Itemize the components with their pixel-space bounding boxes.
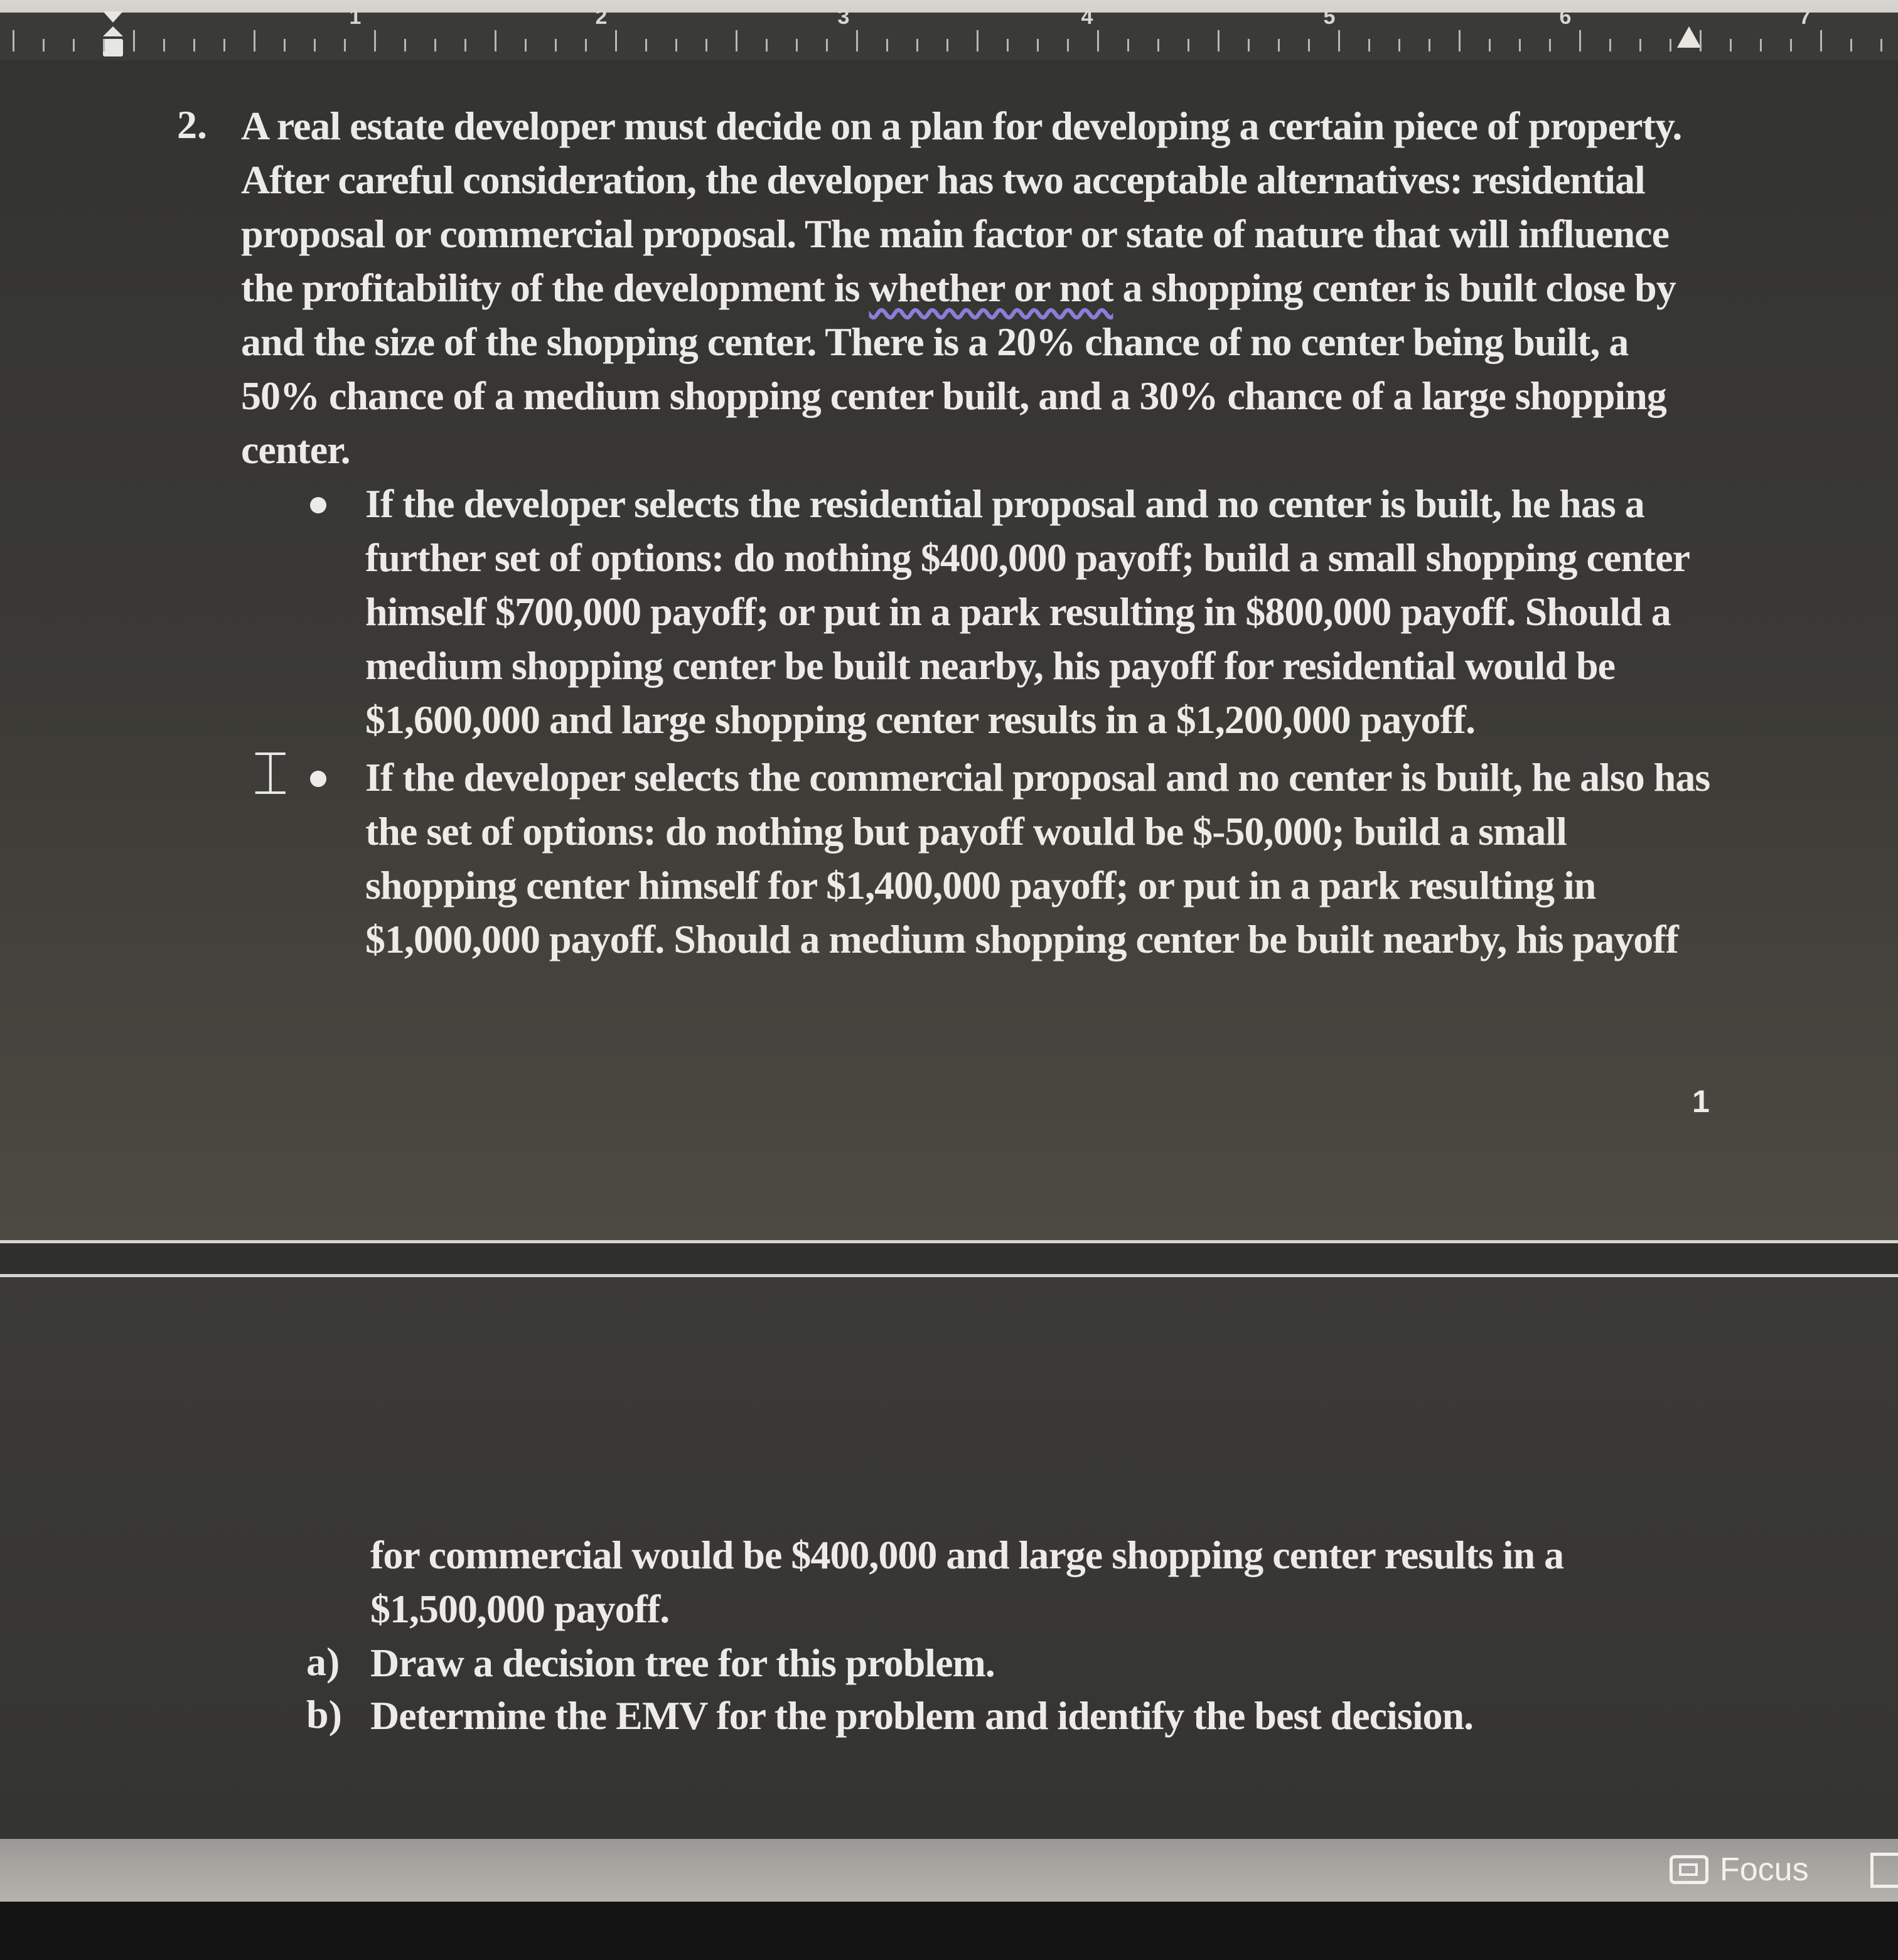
bullet-1-line-5: $1,600,000 and large shopping center results in a $1,200,000 payoff. xyxy=(365,697,1475,742)
bullet-1-line-3: himself $700,000 payoff; or put in a park resulting in $800,000 payoff. Should a xyxy=(365,589,1671,634)
ruler-tick xyxy=(1248,39,1250,51)
question-line-4: the profitability of the development is whether or not a shopping center is built close by xyxy=(241,265,1676,310)
ruler-tick xyxy=(525,39,527,51)
continuation-line-2: $1,500,000 payoff. xyxy=(370,1587,670,1631)
ruler-tick xyxy=(916,39,918,51)
ruler-tick xyxy=(1670,39,1671,51)
ruler-tick xyxy=(1459,30,1461,51)
horizontal-ruler[interactable] xyxy=(0,0,1898,60)
ruler-tick xyxy=(434,39,436,51)
bullet-1-line-1: If the developer selects the residential proposal and no center is built, he has a xyxy=(365,481,1644,526)
ruler-tick xyxy=(133,30,135,51)
ruler-band xyxy=(0,13,1898,60)
bullet-1-line-4: medium shopping center be built nearby, his payoff for residential would be xyxy=(365,643,1616,688)
ruler-number-4: 4 xyxy=(1081,5,1093,29)
ruler-tick xyxy=(344,39,346,51)
question-line-1: A real estate developer must decide on a plan for developing a certain piece of property. xyxy=(241,104,1682,148)
ruler-tick xyxy=(1760,39,1762,51)
ruler-tick xyxy=(1579,30,1581,51)
bullet-point-2 xyxy=(310,771,326,787)
focus-mode-button[interactable] xyxy=(1670,1848,1809,1892)
ruler-tick xyxy=(1700,30,1702,51)
screen-bottom-edge xyxy=(0,1902,1898,1960)
ruler-tick xyxy=(314,39,316,51)
ruler-tick xyxy=(103,39,105,51)
ruler-tick xyxy=(1489,39,1491,51)
ruler-tick xyxy=(1218,30,1220,51)
ruler-tick xyxy=(163,39,165,51)
bullet-1-line-2: further set of options: do nothing $400,000 payoff; build a small shopping center xyxy=(365,535,1690,580)
continuation-line-1: for commercial would be $400,000 and large shopping center results in a xyxy=(370,1533,1564,1577)
part-b-text[interactable]: Determine the EMV for the problem and identify the best decision. xyxy=(370,1693,1474,1738)
page-number: 1 xyxy=(1692,1084,1710,1119)
ruler-tick xyxy=(374,30,376,51)
ruler-tick xyxy=(404,39,406,51)
bullet-2-line-1: If the developer selects the commercial proposal and no center is built, he also has xyxy=(365,755,1710,800)
ruler-number-7: 7 xyxy=(1799,5,1811,29)
print-layout-icon[interactable] xyxy=(1870,1853,1898,1888)
ruler-number-6: 6 xyxy=(1559,5,1572,29)
ruler-tick xyxy=(615,30,617,51)
ruler-number-2: 2 xyxy=(595,5,608,29)
ruler-tick xyxy=(1067,39,1069,51)
ruler-tick xyxy=(977,30,978,51)
ruler-tick xyxy=(1188,39,1189,51)
ruler-tick xyxy=(1127,39,1129,51)
part-a-label: a) xyxy=(306,1639,340,1684)
ruler-tick xyxy=(1429,39,1430,51)
ruler-tick xyxy=(705,39,707,51)
ruler-tick xyxy=(886,39,888,51)
ruler-tick xyxy=(1639,39,1641,51)
focus-icon xyxy=(1670,1855,1708,1884)
bullet-point-1 xyxy=(310,497,326,513)
ruler-tick xyxy=(193,39,195,51)
ruler-tick xyxy=(1007,39,1009,51)
ruler-tick xyxy=(1037,39,1039,51)
ruler-tick xyxy=(736,30,737,51)
ruler-tick xyxy=(284,39,286,51)
ruler-number-5: 5 xyxy=(1323,5,1336,29)
question-text[interactable] xyxy=(241,99,1681,477)
grammar-squiggle[interactable]: whether or not xyxy=(869,265,1113,310)
ruler-tick xyxy=(1308,39,1310,51)
ruler-tick xyxy=(223,39,225,51)
ruler-tick xyxy=(1519,39,1521,51)
ruler-tick xyxy=(1398,39,1400,51)
ruler-tick xyxy=(1278,39,1280,51)
ruler-tick xyxy=(585,39,587,51)
ruler-tick xyxy=(1609,39,1611,51)
ruler-tick xyxy=(1338,30,1340,51)
text-cursor-icon: ⌶ xyxy=(252,738,289,808)
part-a-text[interactable]: Draw a decision tree for this problem. xyxy=(370,1641,995,1685)
bullet-2-line-4: $1,000,000 payoff. Should a medium shopping center be built nearby, his payoff xyxy=(365,917,1678,961)
ruler-tick xyxy=(1820,30,1822,51)
ruler-tick xyxy=(464,39,466,51)
status-bar xyxy=(0,1839,1898,1902)
ruler-tick xyxy=(495,30,496,51)
ruler-tick xyxy=(1368,39,1370,51)
bullet-1-text[interactable] xyxy=(365,477,1690,747)
ruler-number-1: 1 xyxy=(349,5,362,29)
ruler-tick xyxy=(766,39,768,51)
ruler-tick xyxy=(555,39,557,51)
ruler-tick xyxy=(675,39,677,51)
ruler-tick xyxy=(1157,39,1159,51)
left-indent-marker[interactable] xyxy=(100,11,126,60)
question-line-7: center. xyxy=(241,427,350,472)
ruler-tick xyxy=(13,30,14,51)
question-line-5: and the size of the shopping center. There is a 20% chance of no center being built, a xyxy=(241,319,1629,364)
ruler-tick xyxy=(946,39,948,51)
question-line-3: proposal or commercial proposal. The main factor or state of nature that will influence xyxy=(241,212,1669,256)
ruler-tick xyxy=(1880,39,1882,51)
ruler-tick xyxy=(1097,30,1099,51)
focus-label: Focus xyxy=(1720,1851,1809,1888)
ruler-tick xyxy=(254,30,255,51)
continuation-text[interactable] xyxy=(370,1528,1563,1636)
document-page-1[interactable] xyxy=(0,60,1898,1240)
bullet-2-text[interactable] xyxy=(365,751,1710,967)
question-line-2: After careful consideration, the developer has two acceptable alternatives: residential xyxy=(241,158,1645,202)
ruler-tick xyxy=(73,39,75,51)
ruler-tick xyxy=(43,39,45,51)
document-page-2[interactable] xyxy=(0,1277,1898,1842)
page-break-line-top xyxy=(0,1240,1898,1243)
bullet-2-line-3: shopping center himself for $1,400,000 payoff; or put in a park resulting in xyxy=(365,863,1596,908)
ruler-tick xyxy=(1730,39,1732,51)
ruler-tick xyxy=(1850,39,1852,51)
part-b-label: b) xyxy=(306,1692,342,1737)
bullet-2-line-2: the set of options: do nothing but payoff would be $-50,000; build a small xyxy=(365,809,1567,854)
ruler-tick xyxy=(645,39,647,51)
ruler-tick xyxy=(826,39,828,51)
ruler-tick xyxy=(1790,39,1792,51)
ruler-tick xyxy=(796,39,798,51)
question-number: 2. xyxy=(177,102,207,147)
ruler-number-3: 3 xyxy=(837,5,850,29)
question-line-6: 50% chance of a medium shopping center built, and a 30% chance of a large shopping xyxy=(241,373,1666,418)
ruler-tick xyxy=(1549,39,1551,51)
ruler-tick xyxy=(856,30,858,51)
